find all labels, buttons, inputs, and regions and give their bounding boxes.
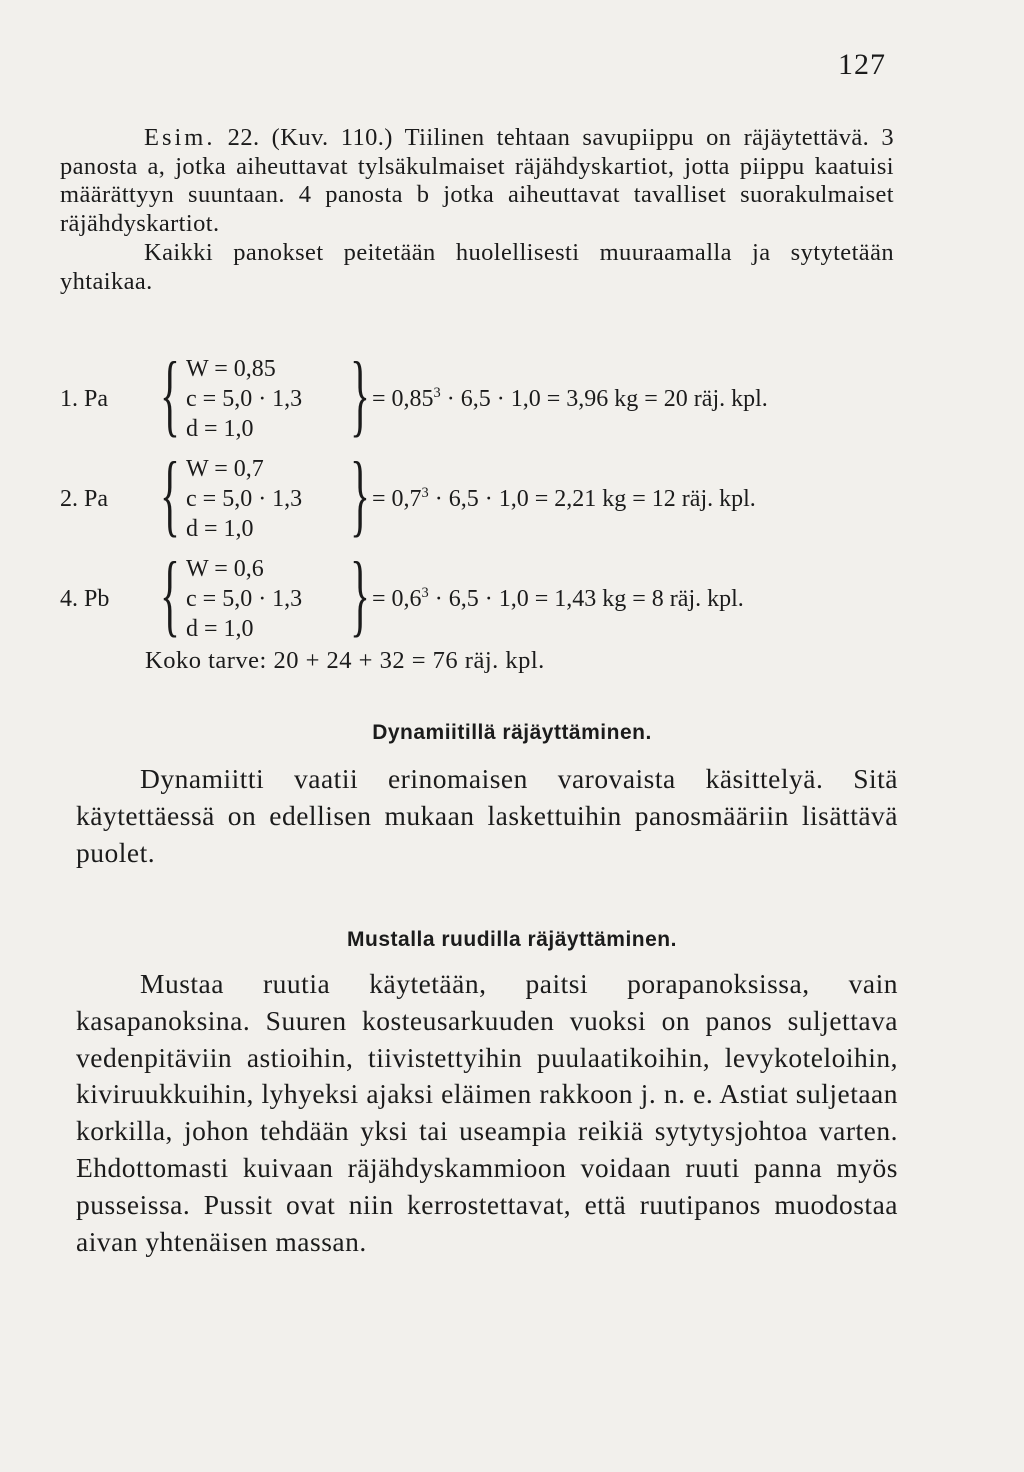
formula-c: c = 5,0 · 1,3 [186,386,303,412]
formula-rest: · 6,5 · 1,0 = 1,43 kg = 8 räj. kpl. [428,586,744,612]
formula-result [372,386,768,413]
section-body-dynamite [76,761,898,871]
formula-3 [60,543,900,646]
formula-2 [60,443,900,546]
formula-result [372,486,756,513]
section-heading-black-powder: Mustalla ruudilla räjäyttäminen. [347,928,677,951]
formula-label: 1. Pa [60,386,108,412]
formula-label: 4. Pb [60,586,110,612]
example-block [60,124,894,296]
formula-variables [186,554,302,644]
formula-rest: · 6,5 · 1,0 = 2,21 kg = 12 räj. kpl. [428,486,756,512]
example-text: 22. (Kuv. 110.) Tiilinen tehtaan savupiippu on räjäytettävä. 3 panosta a, jotka aiheuttavat tylsäkulmaiset räjähdyskartiot, jotta piippu kaatuisi määrättyyn suuntaan. 4 panosta b jotka aiheuttavat tavalliset suorakulmaiset räjähdyskartiot. [60,124,894,238]
formula-rest: · 6,5 · 1,0 = 3,96 kg = 20 räj. kpl. [440,386,768,412]
formula-1 [60,343,900,446]
formula-exponent: 3 [433,385,441,401]
formula-d: d = 1,0 [186,616,254,642]
formula-exponent: 3 [421,585,429,601]
formula-d: d = 1,0 [186,516,254,542]
formula-label: 2. Pa [60,486,108,512]
left-brace-icon: { [160,543,180,645]
formula-eq: = 0,85 [372,386,434,412]
section-paragraph: Dynamiitti vaatii erinomaisen varovaista käsittelyä. Sitä käytettäessä on edellisen mukaan laskettuihin panosmääriin lisättävä puolet. [76,763,898,868]
formula-w: W = 0,6 [186,556,264,582]
formula-eq: = 0,6 [372,586,422,612]
section-paragraph: Mustaa ruutia käytetään, paitsi porapanoksissa, vain kasapanoksina. Suuren kosteusarkuuden vuoksi on panos suljettava vedenpitäviin astioihin, tiivistettyihin puulaatikoihin, levykoteloihin, kiviruukkuihin, lyhyeksi ajaksi eläimen rakkoon j. n. e. Astiat suljetaan korkilla, johon tehdään yksi tai useampia reikiä sytytysjohtoa varten. Ehdottomasti kuivaan räjähdyskammioon voidaan ruuti panna myös pusseissa. Pussit ovat niin kerrostettavat, että ruutipanos muodostaa aivan yhtenäisen massan. [76,968,898,1257]
formula-result [372,586,744,613]
right-brace-icon: } [350,343,370,445]
left-brace-icon: { [160,343,180,445]
formula-eq: = 0,7 [372,486,422,512]
right-brace-icon: } [350,543,370,645]
example-paragraph [60,124,894,239]
formula-exponent: 3 [421,485,429,501]
example-lead: Esim. [144,124,216,151]
formula-d: d = 1,0 [186,416,254,442]
formula-c: c = 5,0 · 1,3 [186,586,303,612]
example-paragraph-2: Kaikki panokset peitetään huolellisesti muuraamalla ja sytytetään yhtaikaa. [60,238,894,295]
right-brace-icon: } [350,443,370,545]
formula-w: W = 0,7 [186,456,264,482]
page-number: 127 [838,48,886,81]
left-brace-icon: { [160,443,180,545]
section-heading-dynamite: Dynamiitillä räjäyttäminen. [372,721,652,744]
section-body-black-powder [76,966,898,1260]
formula-w: W = 0,85 [186,356,276,382]
formula-variables [186,354,302,444]
formula-c: c = 5,0 · 1,3 [186,486,303,512]
total-line: Koko tarve: 20 + 24 + 32 = 76 räj. kpl. [145,647,545,674]
formula-variables [186,454,302,544]
